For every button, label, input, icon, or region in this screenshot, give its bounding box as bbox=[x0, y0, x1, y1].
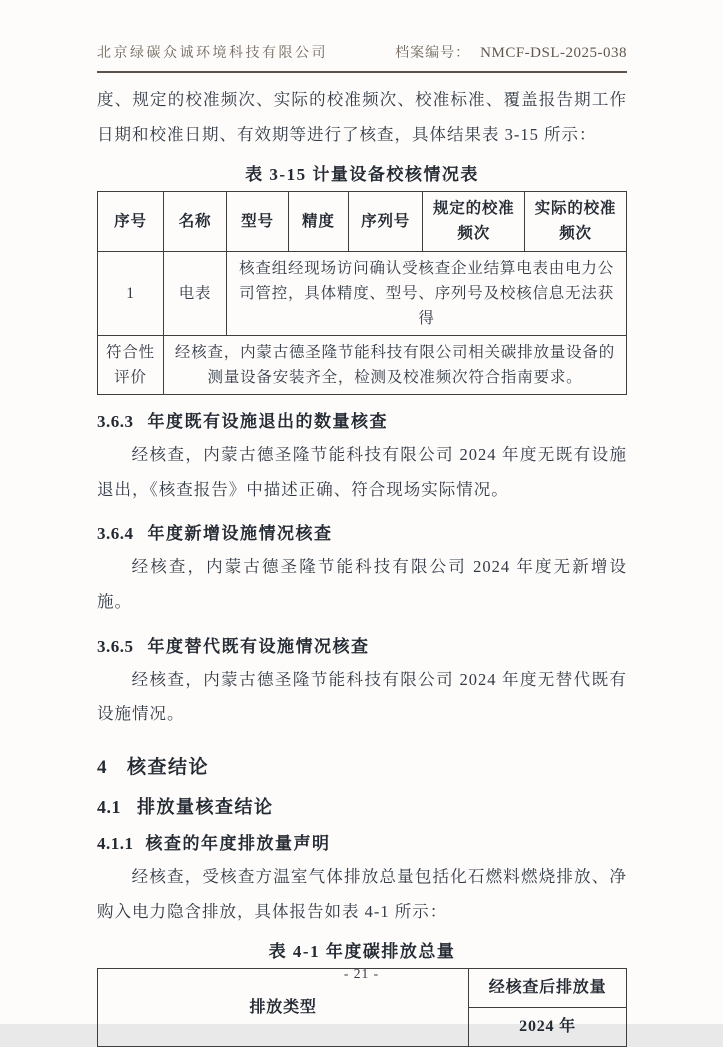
chapter-heading-4 bbox=[97, 752, 627, 779]
header-cell-required-freq: 规定的校准频次 bbox=[423, 192, 525, 251]
archive-number bbox=[395, 42, 627, 62]
body-paragraph-intro: 度、规定的校准频次、实际的校准频次、校准标准、覆盖报告期工作日期和校准日期、有效期等进行了核查，具体结果表 3-15 所示： bbox=[97, 90, 627, 144]
header-cell-name: 名称 bbox=[163, 192, 226, 251]
section-heading-4-1 bbox=[97, 793, 627, 819]
table-4-1-caption: 表 4-1 年度碳排放总量 bbox=[268, 942, 456, 962]
section-heading-3-6-4 bbox=[97, 519, 627, 544]
conformity-label-cell: 符合性评价 bbox=[98, 335, 164, 394]
year-cell: 2024 年 bbox=[469, 1008, 627, 1047]
section-title: 核查的年度排放量声明 bbox=[145, 833, 331, 853]
body-paragraph-3-6-5: 经核查，内蒙古德圣隆节能科技有限公司 2024 年度无替代既有设施情况。 bbox=[97, 669, 627, 724]
table-row-device bbox=[98, 251, 627, 335]
header-cell-precision: 精度 bbox=[288, 192, 348, 251]
conformity-detail-cell: 经核查，内蒙古德圣隆节能科技有限公司相关碳排放量设备的测量设备安装齐全，检测及校准频次符合指南要求。 bbox=[163, 335, 626, 394]
measurement-device-table bbox=[97, 191, 627, 395]
body-paragraph-3-6-3: 经核查，内蒙古德圣隆节能科技有限公司 2024 年度无既有设施退出，《核查报告》中描述正确、符合现场实际情况。 bbox=[97, 445, 627, 499]
section-number: 3.6.5 bbox=[97, 636, 134, 656]
table-3-15-caption: 表 3-15 计量设备校核情况表 bbox=[245, 165, 479, 185]
page-header bbox=[97, 42, 627, 73]
chapter-number: 4 bbox=[97, 756, 107, 778]
section-number: 3.6.3 bbox=[97, 412, 134, 432]
section-title: 年度既有设施退出的数量核查 bbox=[147, 412, 388, 432]
header-cell-model: 型号 bbox=[227, 192, 289, 251]
header-cell-serial: 序列号 bbox=[348, 192, 423, 251]
device-seq-cell: 1 bbox=[98, 251, 164, 335]
section-number: 4.1 bbox=[97, 796, 121, 817]
section-number: 4.1.1 bbox=[97, 833, 134, 853]
emission-type-header-cell: 排放类型 bbox=[98, 969, 469, 1047]
header-cell-actual-freq: 实际的校准频次 bbox=[524, 192, 626, 251]
verified-emission-header-cell: 经核查后排放量 bbox=[469, 969, 627, 1008]
company-name: 北京绿碳众诚环境科技有限公司 bbox=[97, 46, 328, 61]
page-number: - 21 - bbox=[343, 966, 380, 981]
section-heading-3-6-5 bbox=[97, 632, 627, 657]
section-title: 年度替代既有设施情况核查 bbox=[147, 636, 370, 656]
chapter-title: 核查结论 bbox=[127, 756, 210, 778]
device-detail-cell: 核查组经现场访问确认受核查企业结算电表由电力公司管控，具体精度、型号、序列号及校核信息无法获得 bbox=[227, 251, 627, 335]
section-title: 年度新增设施情况核查 bbox=[147, 524, 333, 544]
table-header-row bbox=[98, 192, 627, 251]
section-heading-3-6-3 bbox=[97, 407, 627, 432]
body-paragraph-3-6-4: 经核查，内蒙古德圣隆节能科技有限公司 2024 年度无新增设施。 bbox=[97, 557, 627, 611]
section-title: 排放量核查结论 bbox=[137, 796, 274, 817]
archive-number-label: 档案编号： bbox=[395, 46, 471, 61]
section-number: 3.6.4 bbox=[97, 524, 134, 544]
header-cell-seq: 序号 bbox=[98, 192, 164, 251]
archive-number-value: NMCF-DSL-2025-038 bbox=[480, 45, 627, 61]
table-row-conformity bbox=[98, 335, 627, 394]
body-paragraph-4-1-1: 经核查，受核查方温室气体排放总量包括化石燃料燃烧排放、净购入电力隐含排放，具体报告如表 4-1 所示： bbox=[97, 866, 627, 921]
section-heading-4-1-1 bbox=[97, 829, 627, 854]
device-name-cell: 电表 bbox=[163, 251, 226, 335]
